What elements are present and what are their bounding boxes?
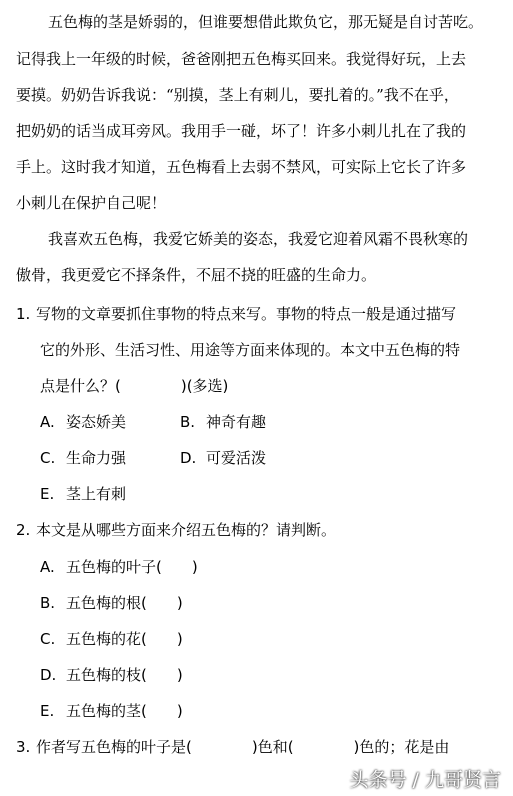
q1-option-e[interactable]: E. 茎上有刺 [40, 485, 127, 503]
passage-line-3: 要摸。奶奶告诉我说：“别摸，茎上有刺儿，要扎着的。”我不在乎， [16, 86, 459, 104]
question-2-number: 2. [16, 521, 31, 539]
q2-option-a[interactable]: A. 五色梅的叶子( ) [40, 558, 198, 576]
passage-line-6: 小刺儿在保护自己呢！ [16, 194, 167, 212]
q1-option-d[interactable]: D. 可爱活泼 [180, 449, 267, 467]
question-3-number: 3. [16, 738, 31, 756]
q1-option-c[interactable]: C. 生命力强 [40, 449, 127, 467]
question-1 [16, 304, 456, 324]
question-1-text-line-2: 它的外形、生活习性、用途等方面来体现的。本文中五色梅的特 [40, 341, 461, 359]
passage-line-2: 记得我上一年级的时候，爸爸刚把五色梅买回来。我觉得好玩，上去 [16, 50, 467, 68]
q1-option-a[interactable]: A. 姿态娇美 [40, 413, 127, 431]
q2-option-b[interactable]: B. 五色梅的根( ) [40, 594, 183, 612]
passage-line-7: 我喜欢五色梅，我爱它娇美的姿态，我爱它迎着风霜不畏秋寒的 [48, 230, 469, 248]
passage-line-4: 把奶奶的话当成耳旁风。我用手一碰，坏了！许多小刺儿扎在了我的 [16, 122, 467, 140]
q2-option-e[interactable]: E. 五色梅的茎( ) [40, 702, 183, 720]
question-2 [16, 520, 336, 540]
passage-line-5: 手上。这时我才知道，五色梅看上去弱不禁风，可实际上它长了许多 [16, 158, 467, 176]
question-1-text-line-3: 点是什么？( )(多选) [40, 377, 229, 395]
question-1-text-line-1: 写物的文章要抓住事物的特点来写。事物的特点一般是通过描写 [36, 305, 457, 323]
watermark: 头条号 / 九哥贤言 [349, 769, 501, 791]
question-2-text: 本文是从哪些方面来介绍五色梅的？请判断。 [36, 521, 337, 539]
question-1-number: 1. [16, 305, 31, 323]
passage-line-8: 傲骨，我更爱它不择条件，不屈不挠的旺盛的生命力。 [16, 266, 377, 284]
passage-line-1: 五色梅的茎是娇弱的，但谁要想借此欺负它，那无疑是自讨苦吃。 [48, 13, 484, 31]
question-3 [16, 737, 449, 757]
q1-option-b[interactable]: B. 神奇有趣 [180, 413, 267, 431]
q2-option-d[interactable]: D. 五色梅的枝( ) [40, 666, 183, 684]
question-3-text: 作者写五色梅的叶子是( )色和( )色的；花是由 [36, 738, 450, 756]
q2-option-c[interactable]: C. 五色梅的花( ) [40, 630, 183, 648]
